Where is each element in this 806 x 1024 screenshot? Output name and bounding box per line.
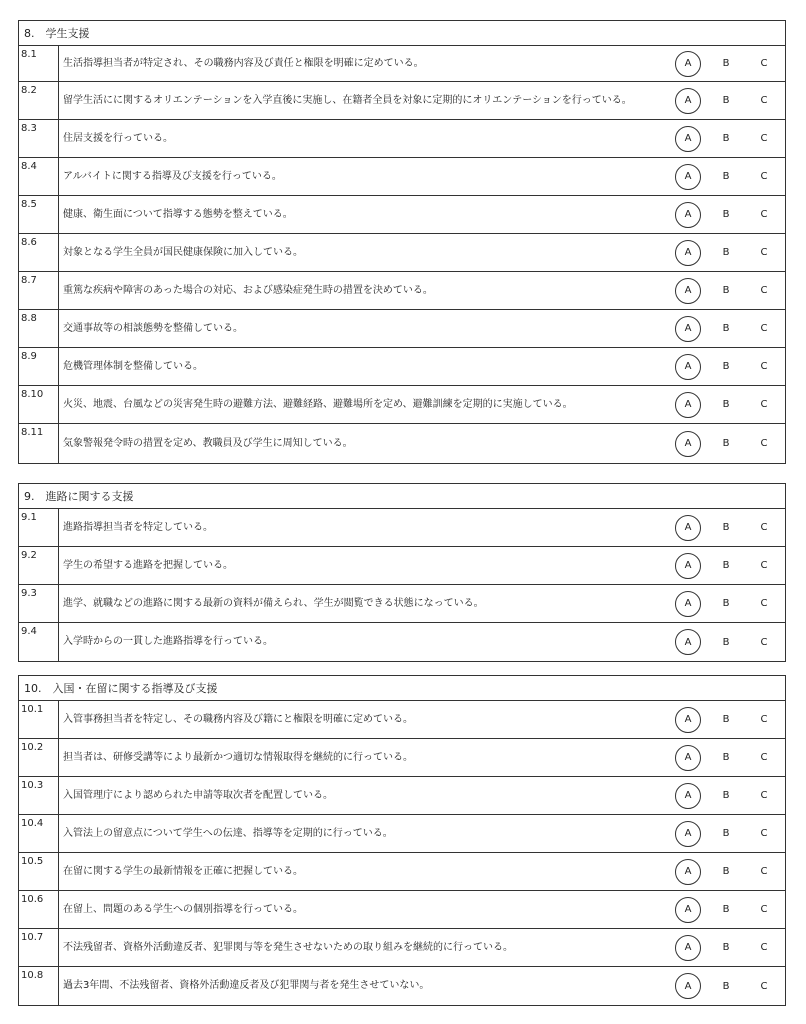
grade-option-a-selected[interactable]: A (675, 973, 701, 999)
grade-options (665, 158, 785, 195)
grade-option-a-selected[interactable]: A (675, 897, 701, 923)
grade-option-a-selected[interactable]: A (675, 707, 701, 733)
item-text: 留学生活にに関するオリエンテーションを入学直後に実施し、在籍者全員を対象に定期的にオリエンテーションを行っている。 (63, 94, 632, 106)
item-number: 8.2 (19, 82, 59, 119)
checklist-row (19, 739, 785, 777)
grade-option-c[interactable]: C (760, 560, 768, 571)
checklist-row (19, 234, 785, 272)
checklist-row (19, 815, 785, 853)
grade-options (665, 234, 785, 271)
item-text: 入学時からの一貫した進路指導を行っている。 (63, 636, 273, 647)
item-text: 住居支援を行っている。 (63, 132, 173, 144)
section-immigration-support (18, 675, 786, 1006)
checklist-row (19, 386, 785, 424)
grade-option-a-selected[interactable]: A (675, 935, 701, 961)
grade-option-c[interactable]: C (760, 171, 768, 182)
checklist-row (19, 82, 785, 120)
section-title: 8. 学生支援 (19, 21, 785, 46)
grade-option-b[interactable]: B (722, 58, 730, 69)
section-rows (19, 701, 785, 1005)
section-title: 9. 進路に関する支援 (19, 484, 785, 509)
grade-options (665, 272, 785, 309)
grade-option-b[interactable]: B (722, 752, 730, 763)
item-number: 8.1 (19, 46, 59, 81)
item-text: 進路指導担当者を特定している。 (63, 521, 213, 533)
grade-option-a-selected[interactable]: A (675, 88, 701, 114)
item-text: 在留上、問題のある学生への個別指導を行っている。 (63, 903, 303, 915)
grade-option-b[interactable]: B (722, 323, 730, 334)
grade-option-c[interactable]: C (760, 598, 768, 609)
checklist-row (19, 424, 785, 463)
checklist-row (19, 120, 785, 158)
grade-options (665, 815, 785, 852)
grade-option-b[interactable]: B (722, 361, 730, 372)
grade-option-c[interactable]: C (760, 323, 768, 334)
item-text: 過去3年間、不法残留者、資格外活動違反者及び犯罪関与者を発生させていない。 (63, 980, 430, 991)
grade-option-c[interactable]: C (760, 636, 768, 648)
grade-option-b[interactable]: B (722, 790, 730, 801)
grade-option-b[interactable]: B (722, 560, 730, 571)
item-number: 9.2 (19, 547, 59, 584)
item-text: 交通事故等の相談態勢を整備している。 (63, 322, 243, 334)
item-number: 8.4 (19, 158, 59, 195)
grade-option-c[interactable]: C (760, 828, 768, 839)
grade-option-c[interactable]: C (760, 438, 768, 449)
item-number: 10.8 (19, 967, 59, 1005)
item-text: 危機管理体制を整備している。 (63, 360, 203, 372)
section-rows (19, 509, 785, 661)
grade-options (665, 967, 785, 1005)
item-number: 8.5 (19, 196, 59, 233)
grade-option-c[interactable]: C (760, 522, 768, 533)
grade-option-c[interactable]: C (760, 133, 768, 144)
grade-options (665, 46, 785, 81)
grade-option-a-selected[interactable]: A (675, 591, 701, 617)
checklist-row (19, 585, 785, 623)
checklist-row (19, 272, 785, 310)
grade-option-c[interactable]: C (760, 714, 768, 725)
grade-option-c[interactable]: C (760, 752, 768, 763)
item-number: 8.6 (19, 234, 59, 271)
grade-option-a-selected[interactable]: A (675, 316, 701, 342)
item-text: 担当者は、研修受講等により最新かつ適切な情報取得を継続的に行っている。 (63, 751, 413, 763)
grade-option-c[interactable]: C (760, 399, 768, 410)
grade-option-a-selected[interactable]: A (675, 859, 701, 885)
item-text: 気象警報発令時の措置を定め、教職員及び学生に周知している。 (63, 437, 353, 449)
section-student-support (18, 20, 786, 464)
section-rows (19, 46, 785, 463)
grade-option-b[interactable]: B (722, 95, 730, 106)
item-text: 対象となる学生全員が国民健康保険に加入している。 (63, 246, 303, 258)
checklist-row (19, 853, 785, 891)
grade-options (665, 196, 785, 233)
grade-options (665, 509, 785, 546)
item-number: 10.7 (19, 929, 59, 966)
item-number: 8.11 (19, 424, 59, 463)
item-number: 8.10 (19, 386, 59, 423)
grade-option-b[interactable]: B (722, 598, 730, 609)
checklist-row (19, 310, 785, 348)
grade-option-b[interactable]: B (722, 522, 730, 533)
item-number: 10.2 (19, 739, 59, 776)
grade-options (665, 348, 785, 385)
item-text: 在留に関する学生の最新情報を正確に把握している。 (63, 865, 303, 877)
item-text: 入管法上の留意点について学生への伝達、指導等を定期的に行っている。 (63, 827, 393, 839)
grade-option-b[interactable]: B (722, 942, 730, 953)
item-text: 火災、地震、台風などの災害発生時の避難方法、避難経路、避難場所を定め、避難訓練を定期的に実施している。 (63, 398, 573, 410)
grade-option-b[interactable]: B (722, 980, 730, 992)
checklist-row (19, 777, 785, 815)
item-number: 10.5 (19, 853, 59, 890)
grade-option-a-selected[interactable]: A (675, 51, 701, 77)
grade-option-c[interactable]: C (760, 980, 768, 992)
item-text: 進学、就職などの進路に関する最新の資料が備えられ、学生が閲覧できる状態になっている。 (63, 597, 484, 609)
grade-option-c[interactable]: C (760, 209, 768, 220)
grade-option-c[interactable]: C (760, 95, 768, 106)
grade-options (665, 777, 785, 814)
grade-option-c[interactable]: C (760, 247, 768, 258)
grade-option-b[interactable]: B (722, 636, 730, 648)
grade-options (665, 701, 785, 738)
grade-options (665, 585, 785, 622)
grade-option-a-selected[interactable]: A (675, 553, 701, 579)
item-text: 生活指導担当者が特定され、その職務内容及び責任と権限を明確に定めている。 (63, 57, 424, 69)
grade-option-b[interactable]: B (722, 285, 730, 296)
grade-option-b[interactable]: B (722, 133, 730, 144)
grade-options (665, 929, 785, 966)
checklist-row (19, 348, 785, 386)
grade-options (665, 853, 785, 890)
grade-options (665, 739, 785, 776)
checklist-row (19, 701, 785, 739)
grade-option-c[interactable]: C (760, 790, 768, 801)
grade-option-b[interactable]: B (722, 209, 730, 220)
grade-option-a-selected[interactable]: A (675, 278, 701, 304)
grade-option-a-selected[interactable]: A (675, 821, 701, 847)
checklist-row (19, 46, 785, 82)
grade-option-a-selected[interactable]: A (675, 515, 701, 541)
grade-option-c[interactable]: C (760, 361, 768, 372)
grade-options (665, 82, 785, 119)
grade-option-b[interactable]: B (722, 399, 730, 410)
checklist-row (19, 929, 785, 967)
grade-option-a-selected[interactable]: A (675, 164, 701, 190)
item-text: 重篤な疾病や障害のあった場合の対応、および感染症発生時の措置を決めている。 (63, 284, 433, 296)
item-number: 9.4 (19, 623, 59, 661)
item-number: 10.3 (19, 777, 59, 814)
grade-option-b[interactable]: B (722, 904, 730, 915)
grade-option-c[interactable]: C (760, 285, 768, 296)
grade-options (665, 547, 785, 584)
item-text: 入管事務担当者を特定し、その職務内容及び籍にと権限を明確に定めている。 (63, 713, 413, 725)
checklist-row (19, 158, 785, 196)
item-number: 10.4 (19, 815, 59, 852)
checklist-row (19, 547, 785, 585)
grade-option-b[interactable]: B (722, 714, 730, 725)
grade-option-b[interactable]: B (722, 247, 730, 258)
item-number: 8.9 (19, 348, 59, 385)
item-text: 入国管理庁により認められた申請等取次者を配置している。 (63, 789, 333, 801)
item-number: 8.8 (19, 310, 59, 347)
grade-option-a-selected[interactable]: A (675, 240, 701, 266)
section-career-support (18, 483, 786, 662)
item-text: 学生の希望する進路を把握している。 (63, 559, 233, 571)
item-number: 10.6 (19, 891, 59, 928)
grade-option-b[interactable]: B (722, 828, 730, 839)
grade-option-b[interactable]: B (722, 171, 730, 182)
grade-option-c[interactable]: C (760, 904, 768, 915)
grade-option-a-selected[interactable]: A (675, 745, 701, 771)
item-number: 8.7 (19, 272, 59, 309)
section-title: 10. 入国・在留に関する指導及び支援 (19, 676, 785, 701)
grade-options (665, 623, 785, 661)
grade-options (665, 891, 785, 928)
grade-options (665, 386, 785, 423)
grade-option-a-selected[interactable]: A (675, 202, 701, 228)
item-text: アルバイトに関する指導及び支援を行っている。 (63, 170, 282, 182)
checklist-row (19, 196, 785, 234)
checklist-row (19, 891, 785, 929)
grade-option-c[interactable]: C (760, 866, 768, 877)
item-number: 9.1 (19, 509, 59, 546)
grade-options (665, 424, 785, 463)
grade-option-a-selected[interactable]: A (675, 354, 701, 380)
item-number: 8.3 (19, 120, 59, 157)
grade-option-a-selected[interactable]: A (675, 392, 701, 418)
grade-option-a-selected[interactable]: A (675, 783, 701, 809)
item-text: 不法残留者、資格外活動違反者、犯罪関与等を発生させないための取り組みを継続的に行っている。 (63, 941, 513, 953)
grade-option-a-selected[interactable]: A (675, 629, 701, 655)
item-text: 健康、衛生面について指導する態勢を整えている。 (63, 208, 293, 220)
checklist-row (19, 509, 785, 547)
checklist-row (19, 967, 785, 1005)
grade-option-c[interactable]: C (760, 58, 768, 69)
item-number: 10.1 (19, 701, 59, 738)
checklist-row (19, 623, 785, 661)
grade-option-b[interactable]: B (722, 866, 730, 877)
grade-option-c[interactable]: C (760, 942, 768, 953)
grade-options (665, 120, 785, 157)
item-number: 9.3 (19, 585, 59, 622)
grade-options (665, 310, 785, 347)
grade-option-a-selected[interactable]: A (675, 126, 701, 152)
grade-option-b[interactable]: B (722, 438, 730, 449)
grade-option-a-selected[interactable]: A (675, 431, 701, 457)
